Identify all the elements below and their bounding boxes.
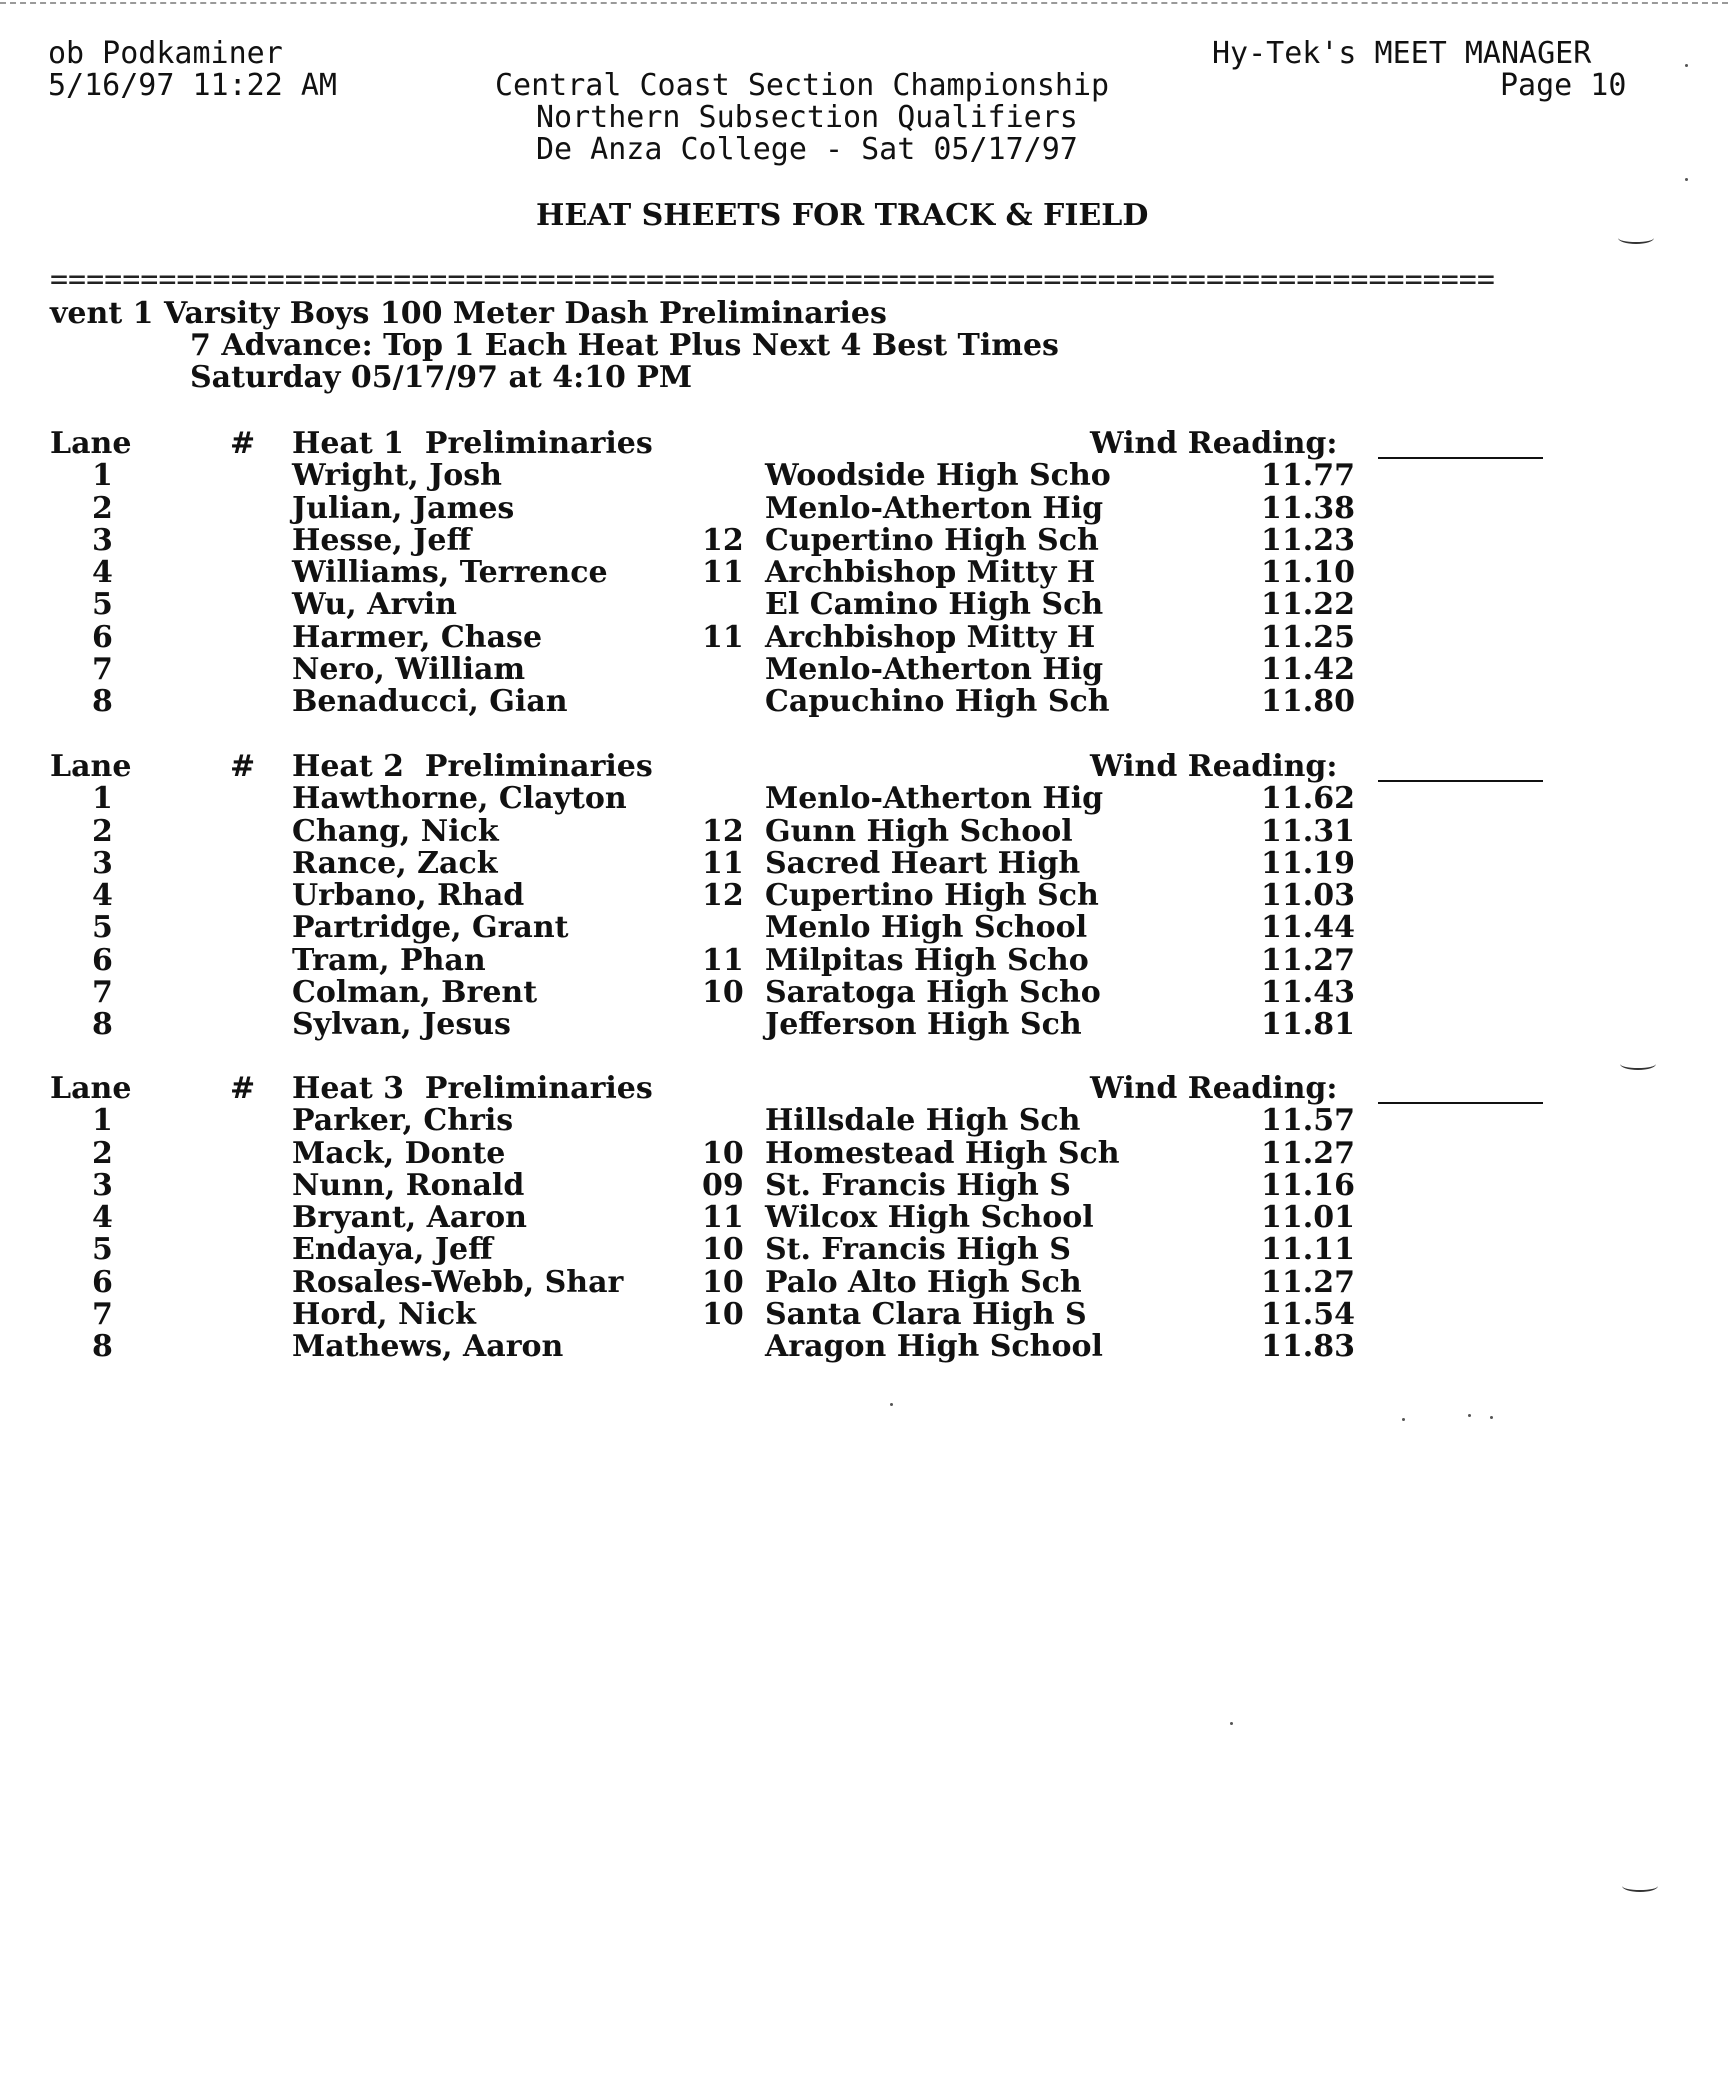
report-timestamp: 5/16/97 11:22 AM: [48, 68, 337, 103]
lane-number: 4: [92, 878, 113, 914]
seed-time: 11.27: [1261, 1264, 1355, 1300]
seed-time: 11.10: [1261, 555, 1355, 591]
athlete-name: Mathews, Aaron: [292, 1329, 564, 1365]
wind-reading-label: Wind Reading:: [1090, 1071, 1338, 1106]
school-name: Palo Alto High Sch: [765, 1264, 1082, 1300]
school-name: Gunn High School: [765, 813, 1073, 849]
athlete-name: Partridge, Grant: [292, 910, 569, 946]
athlete-name: Parker, Chris: [292, 1103, 514, 1139]
seed-time: 11.16: [1261, 1167, 1355, 1203]
scan-dot: [1468, 1414, 1471, 1417]
number-column-header: #: [230, 1071, 256, 1106]
athlete-name: Hawthorne, Clayton: [292, 781, 627, 817]
athlete-name: Benaducci, Gian: [292, 684, 568, 720]
seed-time: 11.81: [1261, 1007, 1355, 1043]
lane-number: 8: [92, 684, 113, 720]
school-name: Menlo-Atherton Hig: [765, 652, 1104, 688]
heat-block: [50, 1073, 1650, 1364]
school-name: St. Francis High S: [765, 1167, 1071, 1203]
meet-venue: De Anza College - Sat 05/17/97: [536, 132, 1078, 167]
page-number: Page 10: [1500, 68, 1627, 103]
scan-mark: [1622, 1880, 1658, 1892]
scan-dot: [1685, 64, 1688, 67]
table-row: [50, 942, 1650, 978]
heat-title: Heat 2 Preliminaries: [292, 749, 653, 784]
table-row: [50, 522, 1650, 558]
seed-time: 11.22: [1261, 587, 1355, 623]
lane-number: 1: [92, 781, 113, 817]
table-row: [50, 686, 1650, 718]
athlete-name: Julian, James: [292, 490, 515, 526]
athlete-grade: 12: [702, 522, 744, 558]
athlete-grade: 10: [702, 975, 744, 1011]
athlete-name: Hesse, Jeff: [292, 522, 472, 558]
lane-number: 3: [92, 845, 113, 881]
scan-top-edge: [0, 2, 1728, 6]
school-name: Archbishop Mitty H: [765, 555, 1096, 591]
athlete-grade: 10: [702, 1232, 744, 1268]
table-row: [50, 1135, 1650, 1171]
athlete-name: Bryant, Aaron: [292, 1200, 527, 1236]
athlete-name: Rance, Zack: [292, 845, 498, 881]
seed-time: 11.01: [1261, 1200, 1355, 1236]
seed-time: 11.77: [1261, 458, 1355, 494]
lane-number: 3: [92, 1167, 113, 1203]
athlete-name: Mack, Donte: [292, 1135, 506, 1171]
athlete-name: Wu, Arvin: [292, 587, 457, 623]
lane-number: 6: [92, 942, 113, 978]
table-row: [50, 977, 1650, 1009]
seed-time: 11.80: [1261, 684, 1355, 720]
school-name: Sacred Heart High: [765, 845, 1081, 881]
wind-reading-label: Wind Reading:: [1090, 426, 1338, 461]
table-row: [50, 1009, 1650, 1041]
school-name: El Camino High Sch: [765, 587, 1104, 623]
school-name: Hillsdale High Sch: [765, 1103, 1081, 1139]
school-name: Cupertino High Sch: [765, 878, 1099, 914]
school-name: Jefferson High Sch: [765, 1007, 1082, 1043]
lane-number: 7: [92, 1297, 113, 1333]
athlete-name: Colman, Brent: [292, 975, 538, 1011]
table-row: [50, 1202, 1650, 1234]
athlete-grade: 10: [702, 1264, 744, 1300]
athlete-name: Sylvan, Jesus: [292, 1007, 511, 1043]
athlete-name: Wright, Josh: [292, 458, 502, 494]
lane-number: 8: [92, 1007, 113, 1043]
scan-dot: [1402, 1418, 1405, 1421]
athlete-grade: 11: [702, 555, 744, 591]
athlete-name: Williams, Terrence: [292, 555, 608, 591]
heat-block: [50, 751, 1650, 1042]
lane-column-header: Lane: [50, 426, 132, 461]
heat-block: [50, 428, 1650, 719]
seed-time: 11.43: [1261, 975, 1355, 1011]
software-name: Hy-Tek's MEET MANAGER: [1212, 36, 1592, 71]
scan-dot: [1230, 1722, 1233, 1725]
meet-subtitle: Northern Subsection Qualifiers: [536, 100, 1078, 135]
sheet-title: HEAT SHEETS FOR TRACK & FIELD: [536, 198, 1149, 233]
school-name: Wilcox High School: [765, 1200, 1094, 1236]
lane-number: 6: [92, 1264, 113, 1300]
seed-time: 11.44: [1261, 910, 1355, 946]
seed-time: 11.38: [1261, 490, 1355, 526]
table-row: [50, 1264, 1650, 1300]
lane-number: 4: [92, 1200, 113, 1236]
lane-number: 8: [92, 1329, 113, 1365]
table-row: [50, 783, 1650, 815]
lane-column-header: Lane: [50, 749, 132, 784]
scan-dot: [1685, 178, 1688, 181]
athlete-grade: 12: [702, 878, 744, 914]
table-row: [50, 880, 1650, 912]
school-name: St. Francis High S: [765, 1232, 1071, 1268]
lane-number: 1: [92, 1103, 113, 1139]
school-name: Santa Clara High S: [765, 1297, 1087, 1333]
lane-number: 6: [92, 619, 113, 655]
lane-number: 1: [92, 458, 113, 494]
athlete-grade: 11: [702, 619, 744, 655]
table-row: [50, 557, 1650, 589]
athlete-name: Hord, Nick: [292, 1297, 476, 1333]
seed-time: 11.54: [1261, 1297, 1355, 1333]
table-row: [50, 460, 1650, 492]
table-row: [50, 619, 1650, 655]
athlete-grade: 10: [702, 1135, 744, 1171]
lane-column-header: Lane: [50, 1071, 132, 1106]
seed-time: 11.31: [1261, 813, 1355, 849]
scan-mark: [1620, 1058, 1656, 1070]
seed-time: 11.27: [1261, 942, 1355, 978]
lane-number: 5: [92, 587, 113, 623]
lane-number: 7: [92, 652, 113, 688]
school-name: Menlo-Atherton Hig: [765, 781, 1104, 817]
heat-title: Heat 1 Preliminaries: [292, 426, 653, 461]
seed-time: 11.19: [1261, 845, 1355, 881]
scan-dot: [1490, 1416, 1493, 1419]
table-row: [50, 1234, 1650, 1266]
event-advance-rule: 7 Advance: Top 1 Each Heat Plus Next 4 Best Times: [190, 328, 1059, 363]
athlete-grade: 11: [702, 942, 744, 978]
heat-header-row: [50, 751, 1650, 783]
table-row: [50, 589, 1650, 621]
wind-reading-label: Wind Reading:: [1090, 749, 1338, 784]
wind-reading-blank: [1378, 780, 1543, 782]
event-title: vent 1 Varsity Boys 100 Meter Dash Preliminaries: [50, 296, 887, 331]
school-name: Menlo-Atherton Hig: [765, 490, 1104, 526]
athlete-name: Chang, Nick: [292, 813, 499, 849]
table-row: [50, 912, 1650, 944]
number-column-header: #: [230, 749, 256, 784]
school-name: Menlo High School: [765, 910, 1088, 946]
athlete-grade: 10: [702, 1297, 744, 1333]
athlete-name: Nero, William: [292, 652, 526, 688]
table-row: [50, 845, 1650, 881]
wind-reading-blank: [1378, 457, 1543, 459]
table-row: [50, 813, 1650, 849]
lane-number: 2: [92, 490, 113, 526]
seed-time: 11.27: [1261, 1135, 1355, 1171]
seed-time: 11.57: [1261, 1103, 1355, 1139]
seed-time: 11.25: [1261, 619, 1355, 655]
scan-mark: [1618, 232, 1654, 244]
seed-time: 11.62: [1261, 781, 1355, 817]
school-name: Archbishop Mitty H: [765, 619, 1096, 655]
athlete-name: Harmer, Chase: [292, 619, 543, 655]
lane-number: 7: [92, 975, 113, 1011]
lane-number: 5: [92, 910, 113, 946]
school-name: Cupertino High Sch: [765, 522, 1099, 558]
athlete-grade: 12: [702, 813, 744, 849]
athlete-name: Urbano, Rhad: [292, 878, 525, 914]
table-row: [50, 1331, 1650, 1363]
seed-time: 11.11: [1261, 1232, 1355, 1268]
seed-time: 11.83: [1261, 1329, 1355, 1365]
table-row: [50, 1299, 1650, 1331]
lane-number: 5: [92, 1232, 113, 1268]
athlete-name: Tram, Phan: [292, 942, 486, 978]
school-name: Milpitas High Scho: [765, 942, 1089, 978]
school-name: Homestead High Sch: [765, 1135, 1120, 1171]
number-column-header: #: [230, 426, 256, 461]
athlete-grade: 11: [702, 1200, 744, 1236]
seed-time: 11.23: [1261, 522, 1355, 558]
lane-number: 2: [92, 813, 113, 849]
table-row: [50, 654, 1650, 686]
seed-time: 11.42: [1261, 652, 1355, 688]
athlete-name: Rosales-Webb, Shar: [292, 1264, 624, 1300]
scan-dot: [890, 1403, 893, 1406]
heat-header-row: [50, 428, 1650, 460]
school-name: Aragon High School: [765, 1329, 1103, 1365]
heat-header-row: [50, 1073, 1650, 1105]
lane-number: 4: [92, 555, 113, 591]
school-name: Capuchino High Sch: [765, 684, 1110, 720]
school-name: Saratoga High Scho: [765, 975, 1101, 1011]
seed-time: 11.03: [1261, 878, 1355, 914]
school-name: Woodside High Scho: [765, 458, 1111, 494]
athlete-name: Nunn, Ronald: [292, 1167, 525, 1203]
table-row: [50, 1167, 1650, 1203]
athlete-grade: 11: [702, 845, 744, 881]
wind-reading-blank: [1378, 1102, 1543, 1104]
table-row: [50, 1105, 1650, 1137]
lane-number: 2: [92, 1135, 113, 1171]
meet-title: Central Coast Section Championship: [495, 68, 1110, 103]
report-user: ob Podkaminer: [48, 36, 283, 71]
separator-line: ================================================================================: [50, 262, 1495, 297]
athlete-grade: 09: [702, 1167, 744, 1203]
athlete-name: Endaya, Jeff: [292, 1232, 493, 1268]
lane-number: 3: [92, 522, 113, 558]
heat-title: Heat 3 Preliminaries: [292, 1071, 653, 1106]
table-row: [50, 490, 1650, 526]
event-schedule: Saturday 05/17/97 at 4:10 PM: [190, 360, 693, 395]
